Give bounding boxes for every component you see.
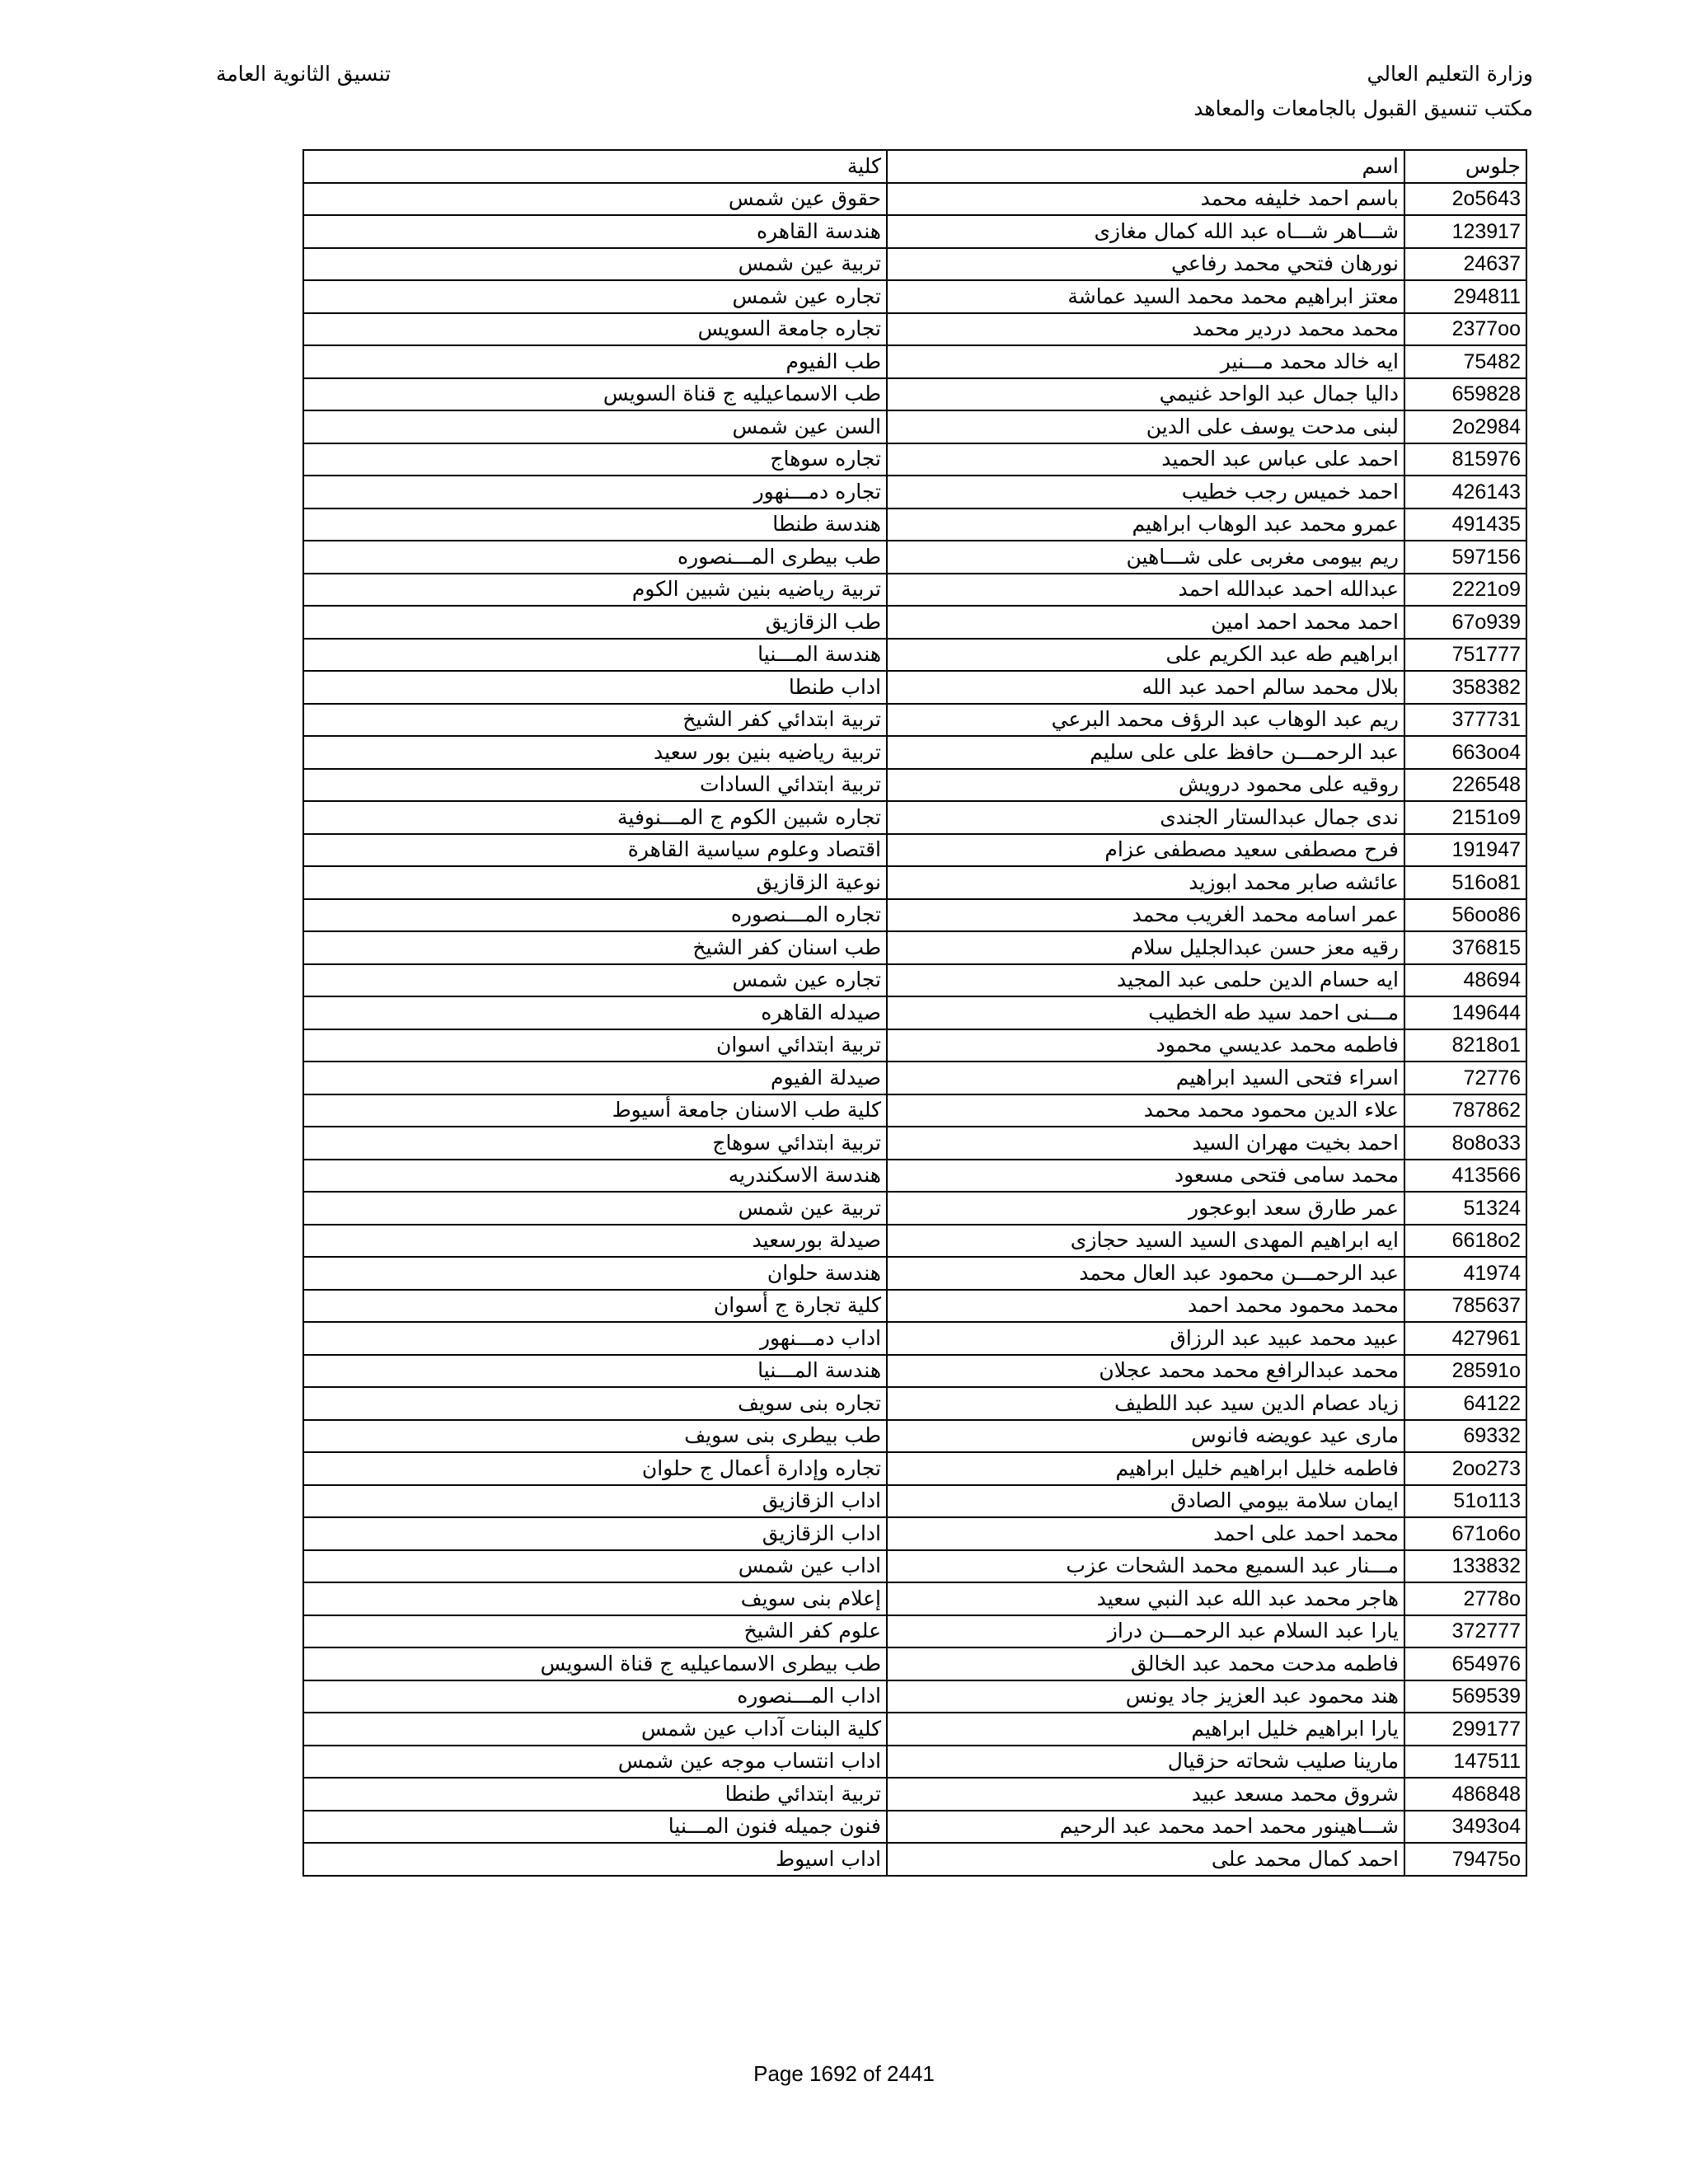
table-row — [303, 1452, 1526, 1485]
name-cell: ريم عبد الوهاب عبد الرؤف محمد البرعي — [887, 704, 1404, 737]
seat-cell: 569539 — [1404, 1680, 1526, 1713]
table-row — [303, 1127, 1526, 1160]
seat-cell: 133832 — [1404, 1550, 1526, 1583]
seat-cell: 2377oo — [1404, 313, 1526, 346]
faculty-cell: طب بيطرى المـــنصوره — [303, 541, 887, 574]
table-row — [303, 280, 1526, 313]
seat-cell: 2o5643 — [1404, 183, 1526, 216]
seat-cell: 56oo86 — [1404, 899, 1526, 932]
name-cell: زياد عصام الدين سيد عبد اللطيف — [887, 1387, 1404, 1420]
name-cell: مارينا صليب شحاته حزقيال — [887, 1746, 1404, 1779]
table-row — [303, 769, 1526, 802]
table-row — [303, 1225, 1526, 1258]
name-cell: بلال محمد سالم احمد عبد الله — [887, 671, 1404, 704]
faculty-cell: اداب طنطا — [303, 671, 887, 704]
page-number: Page 1692 of 2441 — [753, 2061, 935, 2086]
name-cell: هاجر محمد عبد الله عبد النبي سعيد — [887, 1582, 1404, 1615]
name-cell: لبنى مدحت يوسف على الدين — [887, 410, 1404, 443]
table-row — [303, 378, 1526, 411]
faculty-cell: طب اسنان كفر الشيخ — [303, 931, 887, 964]
name-cell: عبد الرحمـــن حافظ على على سليم — [887, 736, 1404, 769]
name-cell: ندى جمال عبدالستار الجندى — [887, 801, 1404, 834]
seat-cell: 48694 — [1404, 964, 1526, 997]
faculty-cell: تجاره وإدارة أعمال ج حلوان — [303, 1452, 887, 1485]
table-row — [303, 964, 1526, 997]
faculty-cell: تربية ابتدائي كفر الشيخ — [303, 704, 887, 737]
faculty-cell: كلية تجارة ج أسوان — [303, 1290, 887, 1323]
seat-cell: 2151o9 — [1404, 801, 1526, 834]
name-cell: ريم بيومى مغربى على شـــاهين — [887, 541, 1404, 574]
seat-cell: 28591o — [1404, 1355, 1526, 1388]
faculty-cell: إعلام بنى سويف — [303, 1582, 887, 1615]
name-cell: فاطمه مدحت محمد عبد الخالق — [887, 1647, 1404, 1680]
table-row — [303, 606, 1526, 639]
faculty-cell: اداب اسيوط — [303, 1843, 887, 1876]
name-cell: معتز ابراهيم محمد محمد السيد عماشة — [887, 280, 1404, 313]
faculty-cell: تربية عين شمس — [303, 1192, 887, 1225]
seat-cell: 597156 — [1404, 541, 1526, 574]
name-cell: علاء الدين محمود محمد محمد — [887, 1094, 1404, 1127]
name-cell: محمد عبدالرافع محمد محمد عجلان — [887, 1355, 1404, 1388]
table-row — [303, 1778, 1526, 1811]
seat-cell: 426143 — [1404, 476, 1526, 509]
table-row — [303, 1160, 1526, 1193]
faculty-cell: تجاره بنى سويف — [303, 1387, 887, 1420]
seat-cell: 226548 — [1404, 769, 1526, 802]
name-cell: فرح مصطفى سعيد مصطفى عزام — [887, 834, 1404, 867]
name-cell: داليا جمال عبد الواحد غنيمي — [887, 378, 1404, 411]
name-cell: عائشه صابر محمد ابوزيد — [887, 866, 1404, 899]
faculty-cell: تربية ابتدائي سوهاج — [303, 1127, 887, 1160]
seat-cell: 516o81 — [1404, 866, 1526, 899]
faculty-cell: تربية رياضيه بنين بور سعيد — [303, 736, 887, 769]
name-cell: عمر طارق سعد ابوعجور — [887, 1192, 1404, 1225]
table-row — [303, 443, 1526, 476]
faculty-cell: تجاره عين شمس — [303, 280, 887, 313]
name-cell: عمر اسامه محمد الغريب محمد — [887, 899, 1404, 932]
table-row — [303, 866, 1526, 899]
name-cell: مارى عيد عويضه فانوس — [887, 1420, 1404, 1453]
faculty-cell: اقتصاد وعلوم سياسية القاهرة — [303, 834, 887, 867]
table-row — [303, 1062, 1526, 1094]
faculty-cell: طب بيطرى الاسماعيليه ج قناة السويس — [303, 1647, 887, 1680]
table-row — [303, 1811, 1526, 1844]
seat-cell: 72776 — [1404, 1062, 1526, 1094]
faculty-cell: كلية طب الاسنان جامعة أسيوط — [303, 1094, 887, 1127]
table-row — [303, 996, 1526, 1029]
name-cell: شـــاهينور محمد احمد محمد عبد الرحيم — [887, 1811, 1404, 1844]
table-row — [303, 410, 1526, 443]
faculty-cell: طب الفيوم — [303, 345, 887, 378]
seat-cell: 2778o — [1404, 1582, 1526, 1615]
faculty-cell: اداب الزقازيق — [303, 1517, 887, 1550]
column-header-faculty: كلية — [303, 150, 887, 183]
name-cell: يارا عبد السلام عبد الرحمـــن دراز — [887, 1615, 1404, 1648]
faculty-cell: فنون جميله فنون المـــنيا — [303, 1811, 887, 1844]
seat-cell: 2oo273 — [1404, 1452, 1526, 1485]
seat-cell: 299177 — [1404, 1713, 1526, 1746]
seat-cell: 64122 — [1404, 1387, 1526, 1420]
seat-cell: 491435 — [1404, 509, 1526, 541]
table-row — [303, 345, 1526, 378]
faculty-cell: تربية عين شمس — [303, 248, 887, 281]
faculty-cell: اداب الزقازيق — [303, 1485, 887, 1518]
name-cell: روقيه على محمود درويش — [887, 769, 1404, 802]
name-cell: رقيه معز حسن عبدالجليل سلام — [887, 931, 1404, 964]
admissions-table — [302, 149, 1527, 1877]
table-row — [303, 1746, 1526, 1779]
seat-cell: 294811 — [1404, 280, 1526, 313]
table-row — [303, 704, 1526, 737]
seat-cell: 8o8o33 — [1404, 1127, 1526, 1160]
table-row — [303, 1550, 1526, 1583]
seat-cell: 671o6o — [1404, 1517, 1526, 1550]
name-cell: عبدالله احمد عبدالله احمد — [887, 574, 1404, 607]
name-cell: محمد سامى فتحى مسعود — [887, 1160, 1404, 1193]
seat-cell: 123917 — [1404, 215, 1526, 248]
table-header-row — [303, 150, 1526, 183]
faculty-cell: كلية البنات آداب عين شمس — [303, 1713, 887, 1746]
seat-cell: 377731 — [1404, 704, 1526, 737]
name-cell: احمد محمد احمد امين — [887, 606, 1404, 639]
seat-cell: 6618o2 — [1404, 1225, 1526, 1258]
name-cell: احمد بخيت مهران السيد — [887, 1127, 1404, 1160]
table-row — [303, 1029, 1526, 1062]
faculty-cell: تجاره عين شمس — [303, 964, 887, 997]
seat-cell: 358382 — [1404, 671, 1526, 704]
table-row — [303, 1582, 1526, 1615]
table-row — [303, 1843, 1526, 1876]
name-cell: عبد الرحمـــن محمود عبد العال محمد — [887, 1257, 1404, 1290]
faculty-cell: تربية رياضيه بنين شبين الكوم — [303, 574, 887, 607]
table-row — [303, 834, 1526, 867]
faculty-cell: صيدلة الفيوم — [303, 1062, 887, 1094]
faculty-cell: تجاره جامعة السويس — [303, 313, 887, 346]
faculty-cell: هندسة حلوان — [303, 1257, 887, 1290]
seat-cell: 191947 — [1404, 834, 1526, 867]
seat-cell: 3493o4 — [1404, 1811, 1526, 1844]
table-row — [303, 1290, 1526, 1323]
faculty-cell: طب بيطرى بنى سويف — [303, 1420, 887, 1453]
table-row — [303, 736, 1526, 769]
faculty-cell: تجاره سوهاج — [303, 443, 887, 476]
name-cell: فاطمه محمد عديسي محمود — [887, 1029, 1404, 1062]
table-row — [303, 1322, 1526, 1355]
faculty-cell: تجاره شبين الكوم ج المـــنوفية — [303, 801, 887, 834]
faculty-cell: تجاره المـــنصوره — [303, 899, 887, 932]
name-cell: شروق محمد مسعد عبيد — [887, 1778, 1404, 1811]
name-cell: يارا ابراهيم خليل ابراهيم — [887, 1713, 1404, 1746]
faculty-cell: طب الزقازيق — [303, 606, 887, 639]
faculty-cell: صيدله القاهره — [303, 996, 887, 1029]
seat-cell: 663oo4 — [1404, 736, 1526, 769]
seat-cell: 147511 — [1404, 1746, 1526, 1779]
table-row — [303, 1680, 1526, 1713]
faculty-cell: هندسة الاسكندريه — [303, 1160, 887, 1193]
name-cell: ايه خالد محمد مـــنير — [887, 345, 1404, 378]
name-cell: نورهان فتحي محمد رفاعي — [887, 248, 1404, 281]
coordination-title: تنسيق الثانوية العامة — [216, 62, 392, 86]
name-cell: فاطمه خليل ابراهيم خليل ابراهيم — [887, 1452, 1404, 1485]
seat-cell: 149644 — [1404, 996, 1526, 1029]
seat-cell: 67o939 — [1404, 606, 1526, 639]
seat-cell: 486848 — [1404, 1778, 1526, 1811]
table-row — [303, 899, 1526, 932]
faculty-cell: تربية ابتدائي اسوان — [303, 1029, 887, 1062]
seat-cell: 75482 — [1404, 345, 1526, 378]
seat-cell: 815976 — [1404, 443, 1526, 476]
faculty-cell: اداب عين شمس — [303, 1550, 887, 1583]
seat-cell: 2221o9 — [1404, 574, 1526, 607]
faculty-cell: السن عين شمس — [303, 410, 887, 443]
table-row — [303, 671, 1526, 704]
name-cell: احمد على عباس عبد الحميد — [887, 443, 1404, 476]
seat-cell: 24637 — [1404, 248, 1526, 281]
seat-cell: 376815 — [1404, 931, 1526, 964]
table-row — [303, 1615, 1526, 1648]
table-row — [303, 1094, 1526, 1127]
name-cell: عمرو محمد عبد الوهاب ابراهيم — [887, 509, 1404, 541]
table-row — [303, 509, 1526, 541]
name-cell: ايه حسام الدين حلمى عبد المجيد — [887, 964, 1404, 997]
ministry-title: وزارة التعليم العالي — [1367, 62, 1533, 86]
table-row — [303, 248, 1526, 281]
seat-cell: 785637 — [1404, 1290, 1526, 1323]
seat-cell: 787862 — [1404, 1094, 1526, 1127]
table-row — [303, 574, 1526, 607]
name-cell: محمد احمد على احمد — [887, 1517, 1404, 1550]
seat-cell: 372777 — [1404, 1615, 1526, 1648]
table-row — [303, 313, 1526, 346]
column-header-name: اسم — [887, 150, 1404, 183]
seat-cell: 41974 — [1404, 1257, 1526, 1290]
table-row — [303, 801, 1526, 834]
table-row — [303, 1713, 1526, 1746]
name-cell: احمد خميس رجب خطيب — [887, 476, 1404, 509]
faculty-cell: صيدلة بورسعيد — [303, 1225, 887, 1258]
seat-cell: 69332 — [1404, 1420, 1526, 1453]
faculty-cell: اداب انتساب موجه عين شمس — [303, 1746, 887, 1779]
table-row — [303, 639, 1526, 672]
column-header-seat: جلوس — [1404, 150, 1526, 183]
name-cell: ايمان سلامة بيومي الصادق — [887, 1485, 1404, 1518]
name-cell: ابراهيم طه عبد الكريم على — [887, 639, 1404, 672]
name-cell: محمد محمد دردير محمد — [887, 313, 1404, 346]
table-row — [303, 1355, 1526, 1388]
faculty-cell: اداب دمـــنهور — [303, 1322, 887, 1355]
seat-cell: 659828 — [1404, 378, 1526, 411]
faculty-cell: هندسة طنطا — [303, 509, 887, 541]
seat-cell: 8218o1 — [1404, 1029, 1526, 1062]
table-row — [303, 541, 1526, 574]
name-cell: باسم احمد خليفه محمد — [887, 183, 1404, 216]
name-cell: مـــنى احمد سيد طه الخطيب — [887, 996, 1404, 1029]
name-cell: عبيد محمد عبيد عبد الرزاق — [887, 1322, 1404, 1355]
seat-cell: 413566 — [1404, 1160, 1526, 1193]
seat-cell: 2o2984 — [1404, 410, 1526, 443]
faculty-cell: نوعية الزقازيق — [303, 866, 887, 899]
faculty-cell: تربية ابتدائي السادات — [303, 769, 887, 802]
seat-cell: 51324 — [1404, 1192, 1526, 1225]
table-row — [303, 1192, 1526, 1225]
table-row — [303, 1647, 1526, 1680]
table-row — [303, 215, 1526, 248]
table-row — [303, 1257, 1526, 1290]
faculty-cell: علوم كفر الشيخ — [303, 1615, 887, 1648]
seat-cell: 751777 — [1404, 639, 1526, 672]
faculty-cell: هندسة المـــنيا — [303, 639, 887, 672]
table-row — [303, 1420, 1526, 1453]
table-row — [303, 1485, 1526, 1518]
name-cell: شـــاهر شـــاه عبد الله كمال مغازى — [887, 215, 1404, 248]
table-row — [303, 476, 1526, 509]
office-title: مكتب تنسيق القبول بالجامعات والمعاهد — [1193, 96, 1533, 120]
faculty-cell: هندسة المـــنيا — [303, 1355, 887, 1388]
faculty-cell: حقوق عين شمس — [303, 183, 887, 216]
faculty-cell: طب الاسماعيليه ج قناة السويس — [303, 378, 887, 411]
name-cell: ايه ابراهيم المهدى السيد السيد حجازى — [887, 1225, 1404, 1258]
name-cell: محمد محمود محمد احمد — [887, 1290, 1404, 1323]
faculty-cell: تربية ابتدائي طنطا — [303, 1778, 887, 1811]
name-cell: احمد كمال محمد على — [887, 1843, 1404, 1876]
seat-cell: 51o113 — [1404, 1485, 1526, 1518]
faculty-cell: هندسة القاهره — [303, 215, 887, 248]
name-cell: هند محمود عبد العزيز جاد يونس — [887, 1680, 1404, 1713]
faculty-cell: اداب المـــنصوره — [303, 1680, 887, 1713]
faculty-cell: تجاره دمـــنهور — [303, 476, 887, 509]
seat-cell: 654976 — [1404, 1647, 1526, 1680]
table-row — [303, 1387, 1526, 1420]
seat-cell: 427961 — [1404, 1322, 1526, 1355]
table-row — [303, 931, 1526, 964]
seat-cell: 79475o — [1404, 1843, 1526, 1876]
name-cell: مـــنار عبد السميع محمد الشحات عزب — [887, 1550, 1404, 1583]
table-row — [303, 1517, 1526, 1550]
name-cell: اسراء فتحى السيد ابراهيم — [887, 1062, 1404, 1094]
table-row — [303, 183, 1526, 216]
